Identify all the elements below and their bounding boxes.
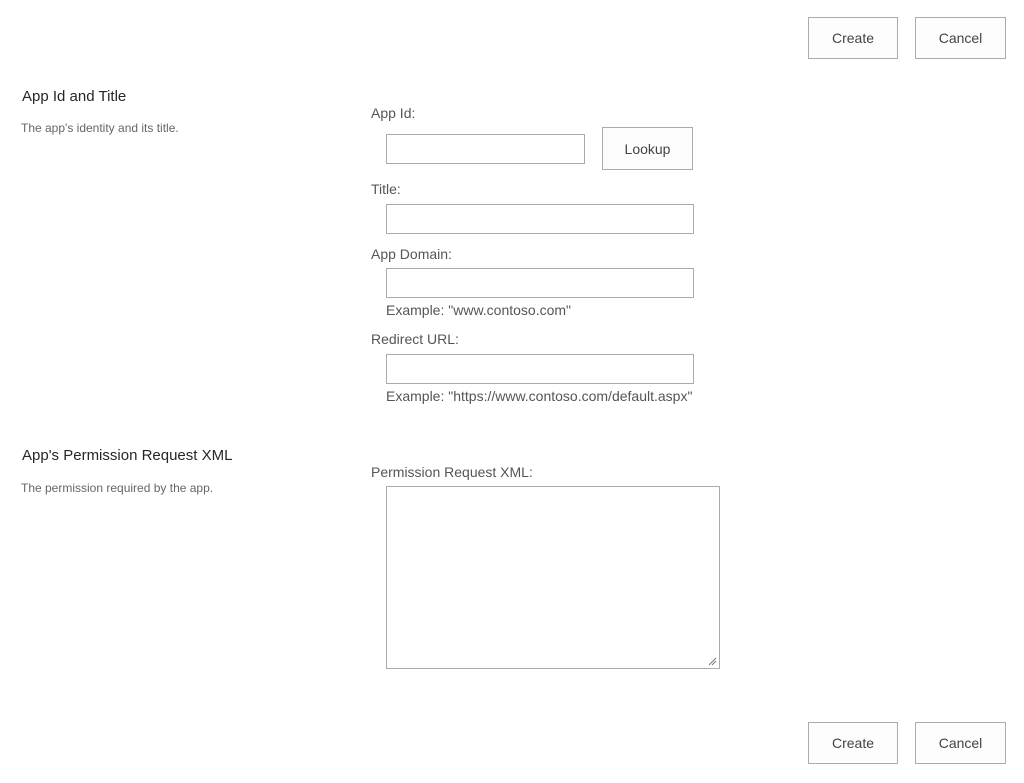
app-id-label: App Id: bbox=[371, 105, 416, 121]
permission-xml-textarea[interactable] bbox=[386, 486, 720, 669]
create-button-top[interactable]: Create bbox=[808, 17, 898, 59]
section-description-permission: The permission required by the app. bbox=[21, 481, 214, 495]
lookup-button[interactable]: Lookup bbox=[602, 127, 693, 170]
redirect-url-input[interactable] bbox=[386, 354, 694, 384]
resize-grip-icon[interactable] bbox=[707, 656, 717, 666]
permission-xml-label: Permission Request XML: bbox=[371, 464, 533, 480]
cancel-button-bottom[interactable]: Cancel bbox=[915, 722, 1006, 764]
cancel-button-top[interactable]: Cancel bbox=[915, 17, 1006, 59]
section-title-app-id: App Id and Title bbox=[22, 88, 127, 105]
section-title-permission: App's Permission Request XML bbox=[22, 447, 233, 464]
app-domain-input[interactable] bbox=[386, 268, 694, 298]
create-button-bottom[interactable]: Create bbox=[808, 722, 898, 764]
section-description-app-id: The app's identity and its title. bbox=[21, 121, 179, 135]
title-input[interactable] bbox=[386, 204, 694, 234]
app-domain-label: App Domain: bbox=[371, 246, 452, 262]
redirect-url-label: Redirect URL: bbox=[371, 331, 459, 347]
title-label: Title: bbox=[371, 181, 401, 197]
app-domain-hint: Example: "www.contoso.com" bbox=[386, 302, 572, 318]
redirect-url-hint: Example: "https://www.contoso.com/default.aspx" bbox=[386, 388, 693, 404]
app-id-input[interactable] bbox=[386, 134, 585, 164]
